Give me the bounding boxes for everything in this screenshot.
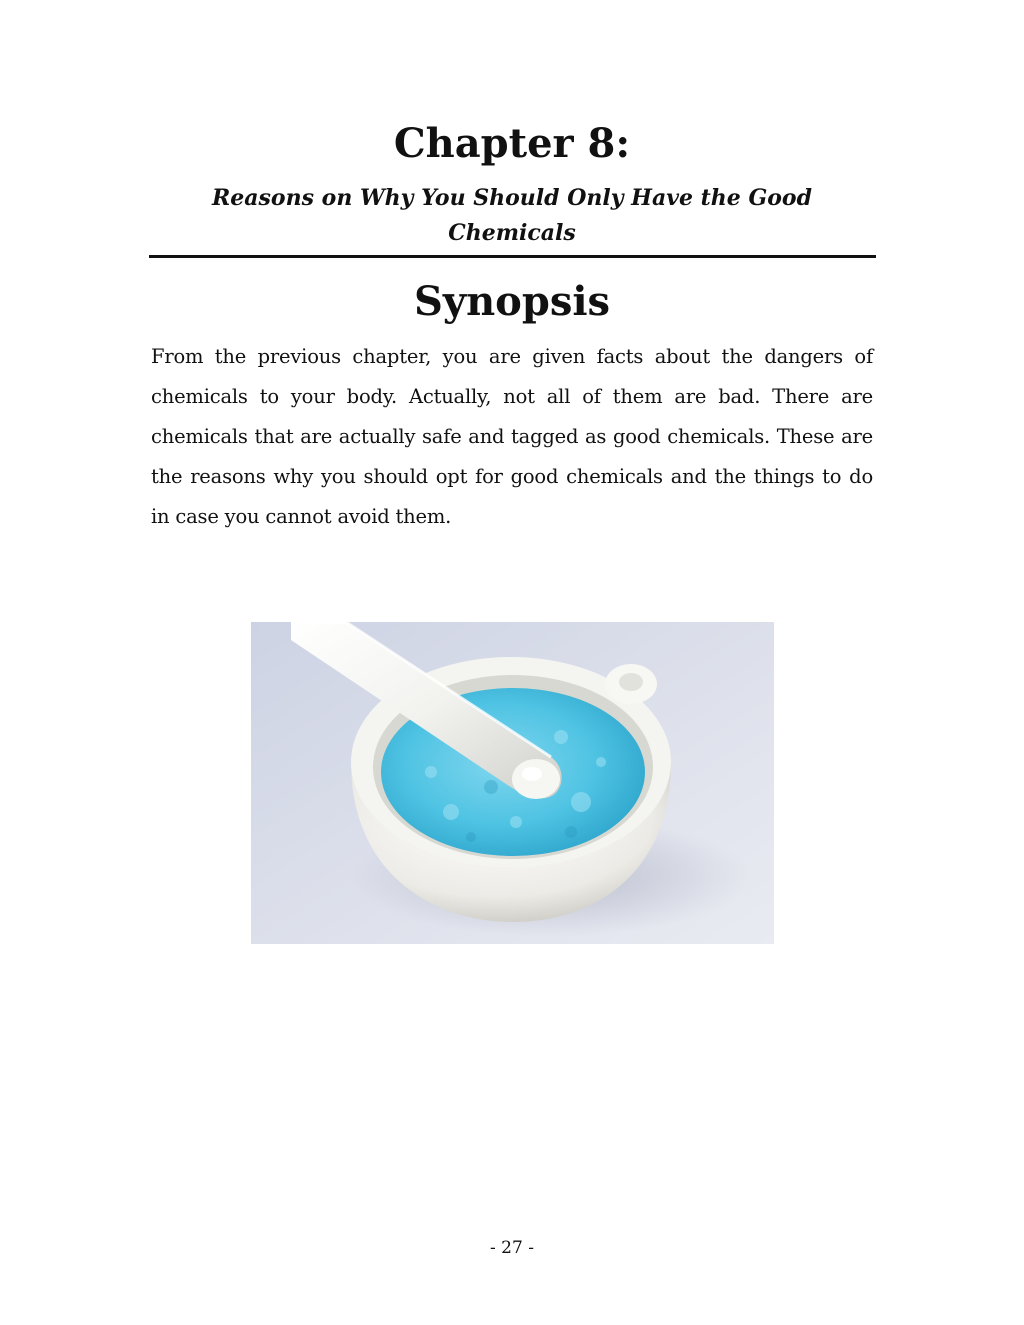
mortar-pestle-illustration <box>251 622 774 944</box>
section-title: Synopsis <box>413 278 611 325</box>
chapter-subtitle: Reasons on Why You Should Only Have the Good Chemicals <box>212 185 812 246</box>
horizontal-rule <box>149 255 876 258</box>
chapter-title: Chapter 8: <box>393 120 631 167</box>
synopsis-paragraph: From the previous chapter, you are given facts about the dangers of chemicals to your body. Actually, not all of them are bad. There are chemicals that are actually safe and tagged as good chemicals. These are the reasons why you should opt for good chemicals and the things to do in case you cannot avoid them. <box>151 345 873 528</box>
mortar-pestle-image <box>251 622 774 944</box>
page-number: - 27 - <box>490 1238 534 1258</box>
